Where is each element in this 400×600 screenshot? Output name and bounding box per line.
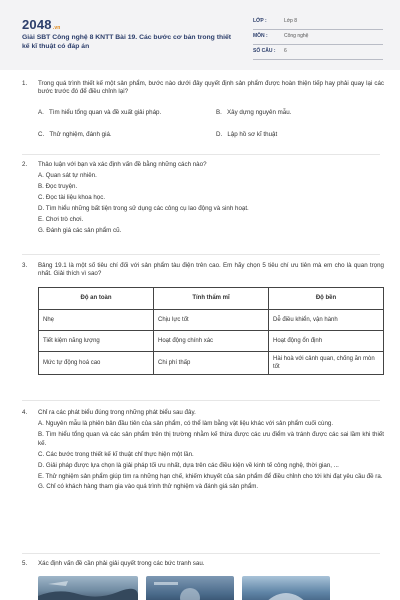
problem-image-1 <box>38 576 138 600</box>
table-cell: Hoạt động ổn định <box>269 330 384 351</box>
meta-key: SỐ CÂU : <box>253 48 276 54</box>
question-2 <box>22 161 384 235</box>
list-item: C. Đọc tài liệu khoa học. <box>38 194 106 202</box>
meta-row-subject <box>253 30 383 45</box>
question-1 <box>22 80 384 145</box>
question-text: Xác định vấn đề cần phải giải quyết trong các bức tranh sau. <box>38 560 205 567</box>
document-header <box>0 0 400 70</box>
option-b[interactable] <box>216 109 291 117</box>
table-cell: Hài hoà với cảnh quan, chống ăn mòn tốt <box>269 351 384 374</box>
option-letter: D. <box>216 130 223 138</box>
divider <box>22 254 380 255</box>
question-5 <box>22 560 384 568</box>
image-scene <box>146 576 234 600</box>
list-item: B. Đọc truyện. <box>38 183 78 191</box>
divider <box>22 553 380 554</box>
meta-value: Công nghệ <box>284 33 309 39</box>
option-letter: B. <box>216 108 222 116</box>
option-a[interactable] <box>38 109 161 117</box>
list-item: G. Đánh giá các sản phẩm cũ. <box>38 227 122 235</box>
question-text: Chỉ ra các phát biểu đúng trong những phát biểu sau đây. <box>38 409 196 416</box>
table-cell: Dễ điều khiển, vận hành <box>269 309 384 330</box>
table-cell: Tiết kiệm năng lượng <box>39 330 154 351</box>
list-item: E. Thử nghiệm sản phẩm giúp tìm ra những hạn chế, khiếm khuyết của sản phẩm để điều chỉnh cho tới khi đạt yêu cầu đề ra. <box>38 472 383 480</box>
question-number: 4. <box>22 409 28 416</box>
problem-image-2 <box>146 576 234 600</box>
page-title: Giải SBT Công nghệ 8 KNTT Bài 19. Các bước cơ bản trong thiết kế kĩ thuật có đáp án <box>22 34 232 51</box>
table-row <box>39 330 384 351</box>
question-number: 3. <box>22 262 28 269</box>
option-c[interactable] <box>38 131 112 139</box>
question-number: 1. <box>22 80 28 87</box>
list-item: B. Tìm hiểu tổng quan và các sản phẩm trên thị trường nhằm kế thừa được các ưu điểm và tránh được các sai lầm khi thiết kế. <box>38 431 384 447</box>
meta-info <box>253 15 383 60</box>
table-cell: Chịu lực tốt <box>154 309 269 330</box>
question-4 <box>22 409 384 492</box>
option-text: Tìm hiểu tổng quan và đề xuất giải pháp. <box>49 108 162 116</box>
list-item: D. Giải pháp được lựa chọn là giải pháp tối ưu nhất, dựa trên các điều kiện về kinh tế công nghệ, thời gian, ... <box>38 461 339 469</box>
image-scene <box>242 576 330 600</box>
question-text: Trong quá trình thiết kế một sản phẩm, bước nào dưới đây quyết định sản phẩm được hoàn thiện tiếp hay phải quay lại các bước trước đó để điều chỉnh lại? <box>38 80 384 96</box>
meta-key: MÔN : <box>253 33 268 39</box>
image-scene <box>38 576 138 600</box>
list-item: G. Chỉ có khách hàng tham gia vào quá trình thử nghiệm và đánh giá sản phẩm. <box>38 483 259 491</box>
question-number: 5. <box>22 560 28 567</box>
problem-image-3 <box>242 576 330 600</box>
table-row <box>39 351 384 374</box>
criteria-table <box>38 287 384 375</box>
logo-text: 2048 <box>22 17 52 32</box>
table-cell: Mức tự động hoá cao <box>39 351 154 374</box>
list-item: A. Quan sát tự nhiên. <box>38 172 97 180</box>
site-logo[interactable] <box>22 16 61 34</box>
column-header: Độ an toàn <box>39 287 154 309</box>
divider <box>22 400 380 401</box>
answer-list <box>22 420 384 491</box>
option-letter: A. <box>38 108 44 116</box>
table-row <box>39 309 384 330</box>
table-header-row <box>39 287 384 309</box>
question-number: 2. <box>22 161 28 168</box>
meta-row-count <box>253 45 383 60</box>
table-cell: Hoạt động chính xác <box>154 330 269 351</box>
question-3 <box>22 262 384 375</box>
meta-key: LỚP : <box>253 18 267 24</box>
list-item: D. Tìm hiểu những bất tiện trong sử dụng các công cụ lao động và sinh hoạt. <box>38 205 249 213</box>
option-letter: C. <box>38 130 45 138</box>
option-text: Thử nghiệm, đánh giá. <box>49 130 112 138</box>
list-item: E. Chơi trò chơi. <box>38 216 84 224</box>
meta-value: 6 <box>284 48 287 54</box>
table-cell: Nhẹ <box>39 309 154 330</box>
list-item: C. Các bước trong thiết kế kĩ thuật chỉ thực hiện một lần. <box>38 450 194 458</box>
divider <box>22 154 380 155</box>
option-d[interactable] <box>216 131 277 139</box>
option-text: Lập hồ sơ kĩ thuật <box>227 130 278 138</box>
answer-list <box>22 172 384 235</box>
table-cell: Chi phí thấp <box>154 351 269 374</box>
list-item: A. Nguyên mẫu là phiên bản đầu tiên của sản phẩm, có thể làm bằng vật liệu khác với sản phẩm cuối cùng. <box>38 420 334 428</box>
column-header: Tính thẩm mĩ <box>154 287 269 309</box>
question-text: Bảng 19.1 là một số tiêu chí đối với sản phẩm tàu điện trên cao. Em hãy chọn 5 tiêu chí ưu tiên mà em cho là quan trọng nhất. Giải thích vì sao? <box>38 262 384 278</box>
column-header: Độ bền <box>269 287 384 309</box>
answer-options <box>38 97 384 145</box>
option-text: Xây dựng nguyên mẫu. <box>227 108 292 116</box>
meta-value: Lớp 8 <box>284 18 298 24</box>
question-text: Thảo luận với bạn và xác định vấn đề bằng những cách nào? <box>38 161 207 168</box>
logo-suffix: .vn <box>52 25 61 31</box>
meta-row-class <box>253 15 383 30</box>
